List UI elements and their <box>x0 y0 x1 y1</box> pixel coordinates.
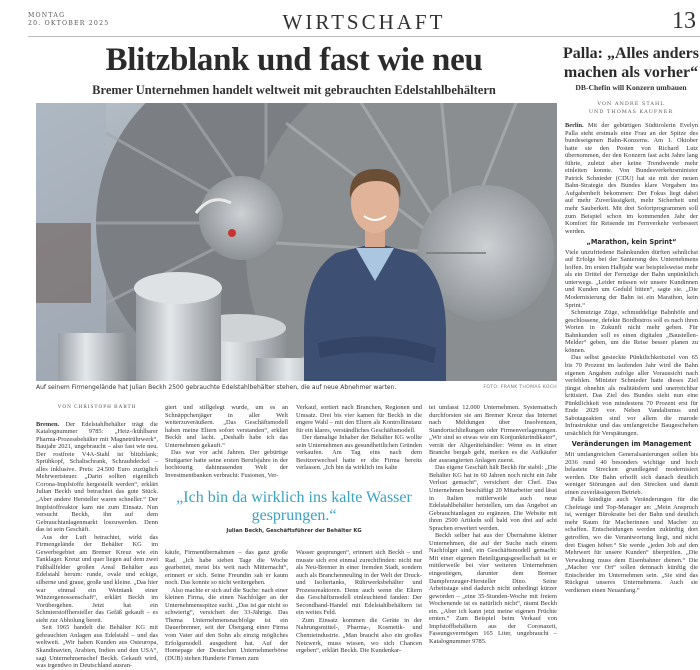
side-article-byline: VON ANDRÉ STAHL UND THOMAS KAUFNER <box>588 101 674 115</box>
side-subheading-1: „Marathon, kein Sprint“ <box>586 238 677 247</box>
side-article-body <box>565 122 698 594</box>
article-column-4 <box>429 404 557 646</box>
paragraph: Das selbst gesteckte Pünktlichkeitsziel von 65 bis 70 Prozent im laufenden Jahr wird die Bahn eigenen Angaben zufolge aller Voraussicht nach verfehlen. Minister Schnieder hatte dieses Ziel jüngst ohnehin als realitätsfern und unerreichbar kritisiert. Das Ziel des Bundes sieht nun eine Pünktlichkeit von mindestens 70 Prozent erst für Ende 2029 vor. Neben Vandalismus und Sabotageakten sind vor allem die marode Infrastruktur und das umfangreiche Baugeschehen ursächlich für Verspätungen. <box>565 354 698 437</box>
paragraph: Mit umfangreichen Generalsanierungen sollen bis 2036 rund 40 besonders wichtige und hoch belastete Strecken grundlegend modernisiert werden. Die Bahn erhofft sich danach deutlich weniger Störungen auf den Strecken und damit einen zuverlässigeren Betrieb. <box>565 450 698 496</box>
paragraph: Beckh selber hat aus der Übernahme kleiner Unternehmen, die auf der Suche nach einem Nachfolger sind, ein Geschäftsmodell gemacht: Mit einer eigenen Beteiligungsgesellschaft ist er mittlerweile bei vier weiteren Unternehmen eingestiegen, darunter dem Bremer Dampferzeuger-Hersteller Dino. Seine Arbeitstage sind dadurch nicht unbedingt kürzer geworden – „eine 35-Stunden-Woche mit freiem Wochenende ist es natürlich nicht“, räumt Beckh ein. „Aber ich kann jetzt meine eigenen Früchte ernten.“ Zum Beispiel beim Verkauf von Impfstoffbehältern aus der Coronazeit, Fassungsvermögen 165 Liter, ungebraucht – Katalognummer 9785. <box>429 532 557 645</box>
photo-illustration <box>36 103 557 381</box>
page-number: 13 <box>672 8 696 34</box>
article-column-3-lower <box>296 549 422 655</box>
side-article-subheadline: DB-Chefin will Konzern umbauen <box>575 83 687 92</box>
date-text: 20. OKTOBER 2025 <box>28 20 110 27</box>
pull-quote-source: Julian Beckh, Geschäftsführer der Behälter KG <box>226 528 362 534</box>
article-subheadline: Bremer Unternehmen handelt weltweit mit gebrauchten Edelstahlbehältern <box>92 83 496 97</box>
paragraph: Viele unzufriedene Bahnkunden dürften sehnlichst auf Erfolge bei der Sanierung des Unternehmens hoffen. Im ersten Halbjahr war beispielsweise mehr als ein Drittel der Fernzüge der Bahn unpünktlich unterwegs. „Leider müssen wir unsere Kundinnen und Kunden um Geduld bitten“, sagte sie. „Die Modernisierung der Bahn ist ein Marathon, kein Sprint.“ <box>565 248 698 309</box>
paragraph: Das war vor acht Jahren. Der gebürtige Stuttgarter hatte seine ersten Berufsjahre in der hochtourig dahinrasenden Welt der Investmentbanken verbracht: Fusionen, Ver- <box>165 449 288 479</box>
paragraph: Das eigene Geschäft hält Beckh für stabil: „Die Behälter KG hat in 60 Jahren noch nicht ein Jahr Verlust gemacht“, versichert der Chef. Das Unternehmen beschäftigt 20 Mitarbeiter und lässt in Italien mittlerweile auch neue Edelstahlbehälter herstellen, um das Angebot an Gebrauchtanlagen zu ergänzen. Die Website mit ihren 2500 Artikeln soll bald von drei auf acht Sprachen erweitert werden. <box>429 464 557 532</box>
side-article-headline: Palla: „Alles anders machen als vorher“ <box>563 45 699 81</box>
author-byline: VON CHRISTOPH BARTH <box>57 404 137 410</box>
pull-quote <box>162 489 426 534</box>
paragraph: Seit 1965 handelt die Behälter KG mit gebrauchten Anlagen aus Edelstahl – und das weltweit. „Wir haben Kunden aus Osteuropa, Skandinavien, Arabien, Indien und den USA“, sagt Unternehmenschef Beckh. Gekauft wird, was irgendwo in Deutschland ausran- <box>36 624 158 670</box>
article-headline: Blitzblank und fast wie neu <box>105 42 483 78</box>
dateline: Bremen. <box>36 420 60 428</box>
paragraph: Berlin. Mit der gebürtigen Südtirolerin Evelyn Palla steht erstmals eine Frau an der Spitze des bundeseigenen Bahn-Konzerns. Am 1. Oktober hatte sie den Posten von Richard Lutz übernommen, der den Konzern fast acht Jahre lang führte, zuletzt aber keine Trendwende mehr einleiten konnte. Von Bundesverkehrsminister Patrick Schnieder (CDU) hat sie mit der neuen Bahn-Strategie des Bundes klare Vorgaben ins Aufgabenheft bekommen: Der Fokus liegt dabei auf mehr Zuverlässigkeit, mehr Sicherheit und mehr Sauberkeit. Mit drei Sofortprogrammen soll zum Beispiel schon im kommenden Jahr der Komfort für Reisende im Fernverkehr verbessert werden. <box>565 122 698 235</box>
paragraph: Also machte er sich auf die Suche: nach einer kleinen Firma, die einen Nachfolger an der Unternehmensspitze sucht. „Das ist gar nicht so schwierig“, versichert der 33-Jährige. Das Thema Unternehmensnachfolge ist ein Dauerbrenner, seit der Übergang einer Firma vom Vater auf den Sohn als einzig mögliches Erfolgsmodell ausgedient hat. Auf der Homepage der Deutschen Unternehmerbörse (DUB) stehen Hunderte Firmen zum <box>165 586 288 662</box>
photo-credit: FOTO: FRANK THOMAS KOCH <box>483 385 557 390</box>
article-column-1 <box>36 404 158 670</box>
paragraph: Schmutzige Züge, schmuddelige Bahnhöfe und geschlossene, defekte Bordbistros soll es nach ihren Worten in Zukunft nicht mehr geben. Für Bahnkunden soll es einen digitalen „Baustellen-Melder“ geben, um die Reise besser planen zu können. <box>565 309 698 354</box>
article-column-3-upper <box>296 404 422 472</box>
paragraph: giert und stillgelegt wurde, um es an Schnäppchenjäger in aller Welt weiterzuveräußern. „Das Geschäftsmodell haben meine Eltern sofort verstanden“, erklärt Beckh und lacht. „Deshalb habe ich das Unternehmen gekauft.“ <box>165 404 288 449</box>
masthead <box>28 8 700 37</box>
photo-caption: Auf seinem Firmengelände hat Julian Beckh 2500 gebrauchte Edelstahlbehälter stehen, die auf neue Abnehmer warten. <box>36 384 397 391</box>
article-photo <box>36 103 557 381</box>
weekday: MONTAG <box>28 12 66 19</box>
paragraph: Verkauf, sortiert nach Branchen, Regionen und Umsatz. Drei bis vier kamen für Beckh in die engere Wahl – mit den Eltern als Kontrollinstanz für ein klares, verständliches Geschäftsmodell. <box>296 404 422 434</box>
pull-quote-text: „Ich bin da wirklich ins kalte Wasser gesprungen.“ <box>176 489 412 524</box>
paragraph: Wasser gesprungen“, erinnert sich Beckh – und musste sich erst einmal zurechtfinden: nicht nur als Neu-Bremer in einer fremden Stadt, sondern auch als Branchenneuling in der Welt der Druck- und Isoliertanks, Rührwerksbehälter und Prozessreaktoren. Denn auch wenn die Eltern das Geschäftsmodell einleuchtend fanden: Der Secondhand-Handel mit Edelstahlbehältern ist ein weites Feld. <box>296 549 422 617</box>
dateline: Berlin. <box>565 122 584 129</box>
side-subheading-2: Veränderungen im Management <box>571 440 692 449</box>
article-column-2-upper <box>165 404 288 479</box>
paragraph: Palla kündigte auch Veränderungen für die Chefetage und Top-Manager an: „Mein Anspruch ist, weniger Bürokratie bei der Bahn und deutlich mehr Raum für Macherinnen und Macher zu schaffen. Entscheidungen werden zukünftig dort getroffen, wo die Verantwortung liegt, und nicht drei Etagen höher.“ Sie werde „jeden Job auf den Mehrwert für unsere Kunden“ überprüfen. „Die Verwaltung muss dem Eisenbahner dienen.“ Die „Macher vor Ort“ sollen demnach künftig die Entscheider im Unternehmen sein. „Sie sind das Rückgrat unseres Unternehmens. Auch sie verdienen einen Neuanfang.“ <box>565 496 698 594</box>
paragraph: Bremen. Der Edelstahlbehälter trägt die Katalognummer 9785: „Heiz-/kühlbarer Pharma-Prozessbehälter mit Magnetrührwerk“, Baujahr 2021, ungebraucht – also fast wie neu. Der rostfreie V4A-Stahl ist blitzblank; Sprühkopf, Schaltschrank, Schraubdeckel – alles inklusive. Preis: 24.500 Euro zuzüglich Mehrwertsteuer. „Darin sollten eigentlich Corona-Impfstoffe hergestellt werden“, erklärt Julian Beckh und betrachtet das gute Stück. „Aber andere Hersteller waren schneller.“ Der Impfstoffreaktor kam nie zum Einsatz. Nun versucht Beckh, ihn auf dem Gebrauchtanlagenmarkt loszuwerden. Denn das ist sein Geschäft. <box>36 420 158 534</box>
section-title: WIRTSCHAFT <box>282 10 446 34</box>
article-column-2-lower <box>165 549 288 662</box>
paragraph: Aus der Luft betrachtet, wirkt das Firmengelände der Behälter KG im Gewerbegebiet am Bremer Kreuz wie ein Tanklager. Kreuz und quer liegen auf dem zwei Fußballfelder großen Areal Behälter aus Edelstahl herum: runde, ovale und eckige, silberne und graue, große und kleine. „Das hier war einmal ein Weintank einer Winzergenossenschaft“, erklärt Beckh im Vorübergehen. Jetzt hat ein Schmierstoffhersteller das Gefäß gekauft – es steht zur Abholung bereit. <box>36 533 158 624</box>
paragraph: Der damalige Inhaber der Behälter KG wollte sein Unternehmen aus gesundheitlichen Gründen verkaufen. Am Tag eins nach dem Besitzerwechsel hatte er die Firma bereits verlassen. „Ich bin da wirklich ins kalte <box>296 434 422 472</box>
paragraph: Zum Einsatz kommen die Geräte in der Nahrungsmittel-, Pharma-, Kosmetik- und Chemieindustrie. „Man braucht also ein großes Netzwerk, muss wissen, wo sich Chancen ergeben“, erklärt Beckh. Die Kundenkar- <box>296 616 422 655</box>
paragraph: tei umfasst 12.000 Unternehmen. Systematisch durchforsten sie am Bremer Kreuz das Internet nach Meldungen über Insolvenzen, Standortschließungen oder Firmenverlagerungen. „Wir sind so etwas wie ein Konjunkturindikator“, verrät der Altgerätehändler: Wenn es in einer Branche bergab geht, merken es die Aufkäufer der ausrangierten Anlagen zuerst. <box>429 404 557 464</box>
paragraph: käufe, Firmenübernahmen – das ganz große Rad. „Ich habe sieben Tage die Woche gearbeitet, meist bis weit nach Mitternacht“, erinnert er sich. Seine Freundin sah er kaum noch. Das konnte so nicht weitergehen. <box>165 549 288 587</box>
